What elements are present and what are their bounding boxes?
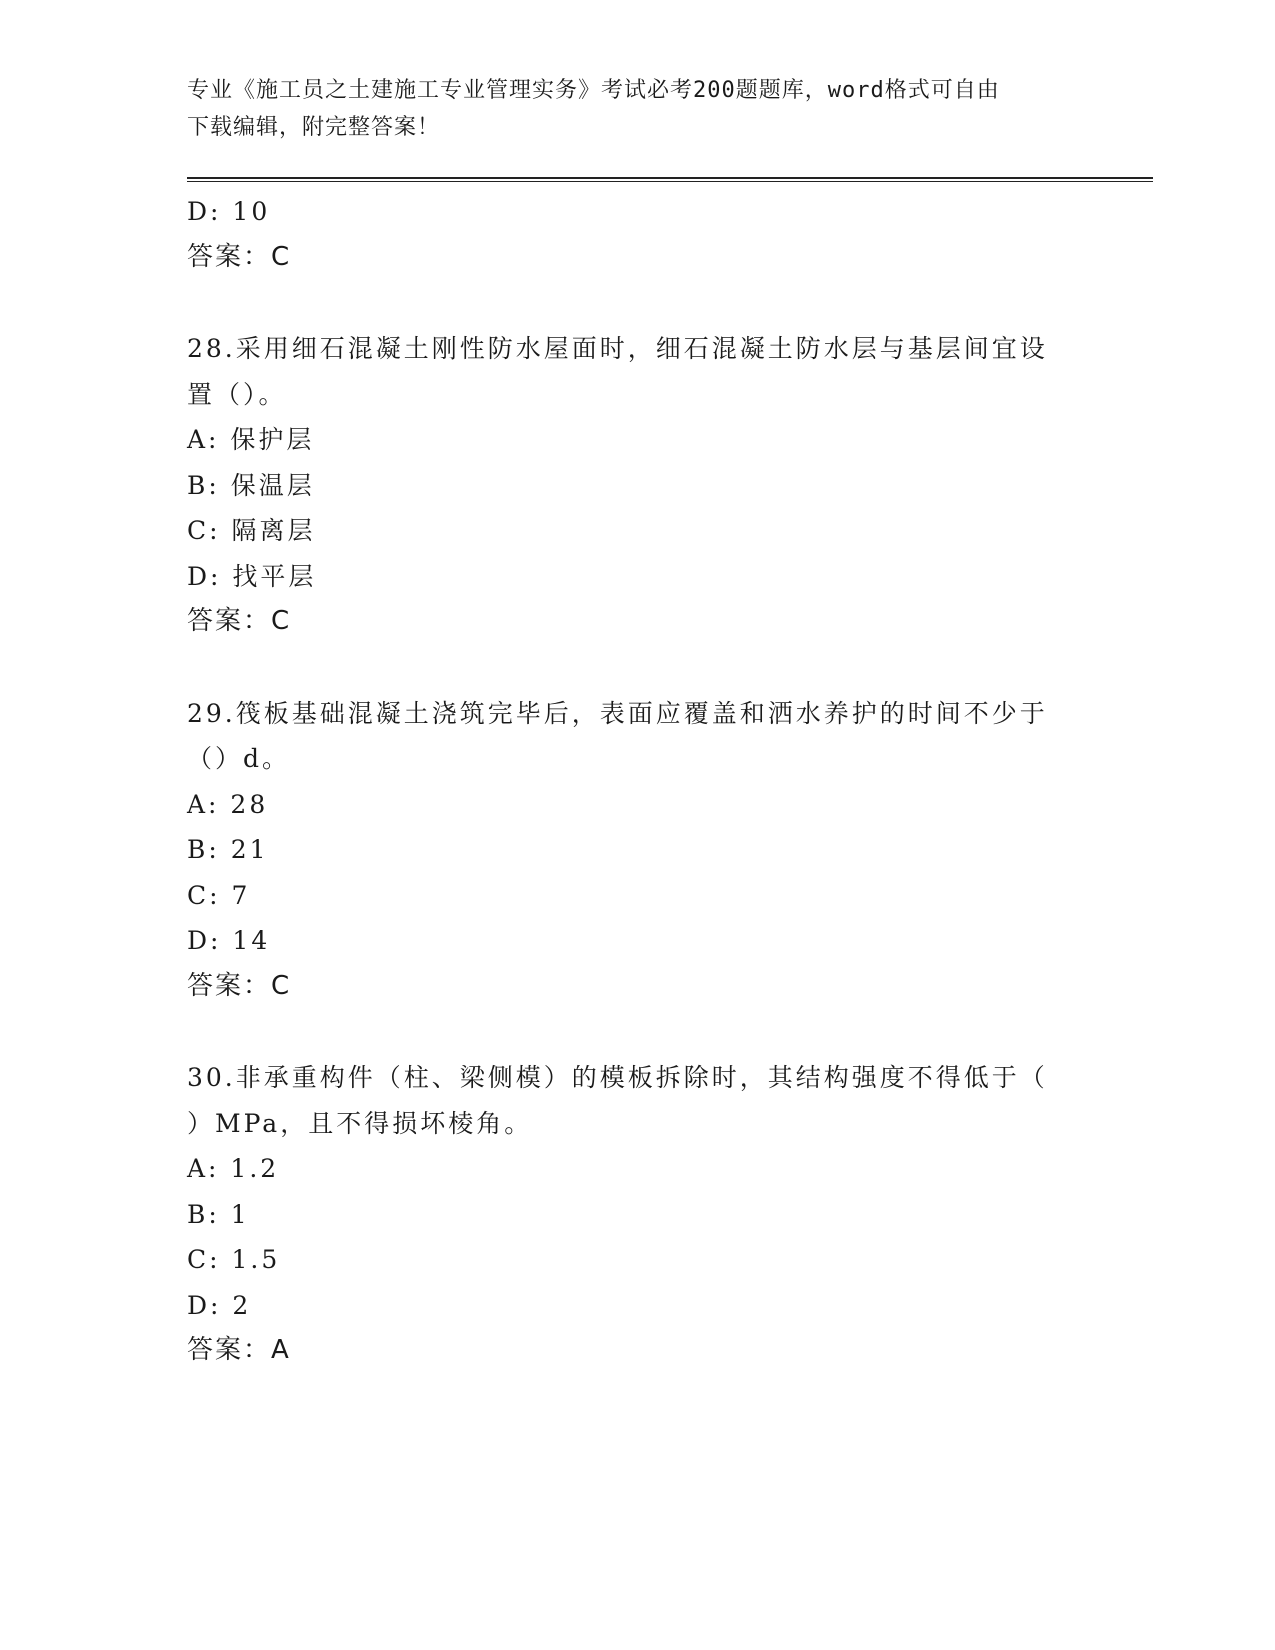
option-b: B: 1: [187, 1199, 250, 1229]
question-29: [187, 691, 1087, 1010]
option-c: C: 1.5: [187, 1245, 281, 1274]
spacer: [187, 645, 1087, 691]
question-text-cont: ）MPa，且不得损坏棱角。: [187, 1108, 533, 1138]
header-line-2: 下载编辑，附完整答案！: [187, 115, 441, 140]
option-c: C: 隔离层: [187, 516, 316, 545]
option-a: A: 保护层: [187, 425, 315, 454]
option-d: D: 14: [187, 926, 271, 955]
question-text: 30.非承重构件（柱、梁侧模）的模板拆除时，其结构强度不得低于（: [187, 1063, 1048, 1092]
question-30: [187, 1055, 1087, 1374]
option-a: A: 28: [187, 789, 269, 819]
spacer: [187, 1009, 1087, 1055]
prev-option-d: D: 10: [187, 197, 271, 226]
answer: 答案：C: [187, 970, 292, 1001]
prev-answer: 答案：C: [187, 241, 292, 272]
option-b: B: 21: [187, 835, 269, 864]
header-line-1: 专业《施工员之土建施工专业管理实务》考试必考200题题库，word格式可自由: [187, 78, 1000, 103]
answer: 答案：A: [187, 1335, 291, 1365]
option-c: C: 7: [187, 880, 251, 910]
question-text: 28.采用细石混凝土刚性防水屋面时，细石混凝土防水层与基层间宜设: [187, 334, 1048, 363]
question-text-cont: （）d。: [187, 744, 291, 773]
option-d: D: 找平层: [187, 561, 317, 591]
option-d: D: 2: [187, 1290, 252, 1320]
option-b: B: 保温层: [187, 470, 315, 500]
question-28: [187, 326, 1087, 645]
document-body: [187, 189, 1087, 1374]
question-text: 29.筏板基础混凝土浇筑完毕后，表面应覆盖和洒水养护的时间不少于: [187, 698, 1048, 728]
question-text-cont: 置（）。: [187, 379, 287, 409]
page-header: [187, 72, 1087, 146]
answer: 答案：C: [187, 606, 292, 636]
header-divider: [187, 177, 1153, 182]
option-a: A: 1.2: [187, 1154, 280, 1183]
spacer: [187, 280, 1087, 326]
